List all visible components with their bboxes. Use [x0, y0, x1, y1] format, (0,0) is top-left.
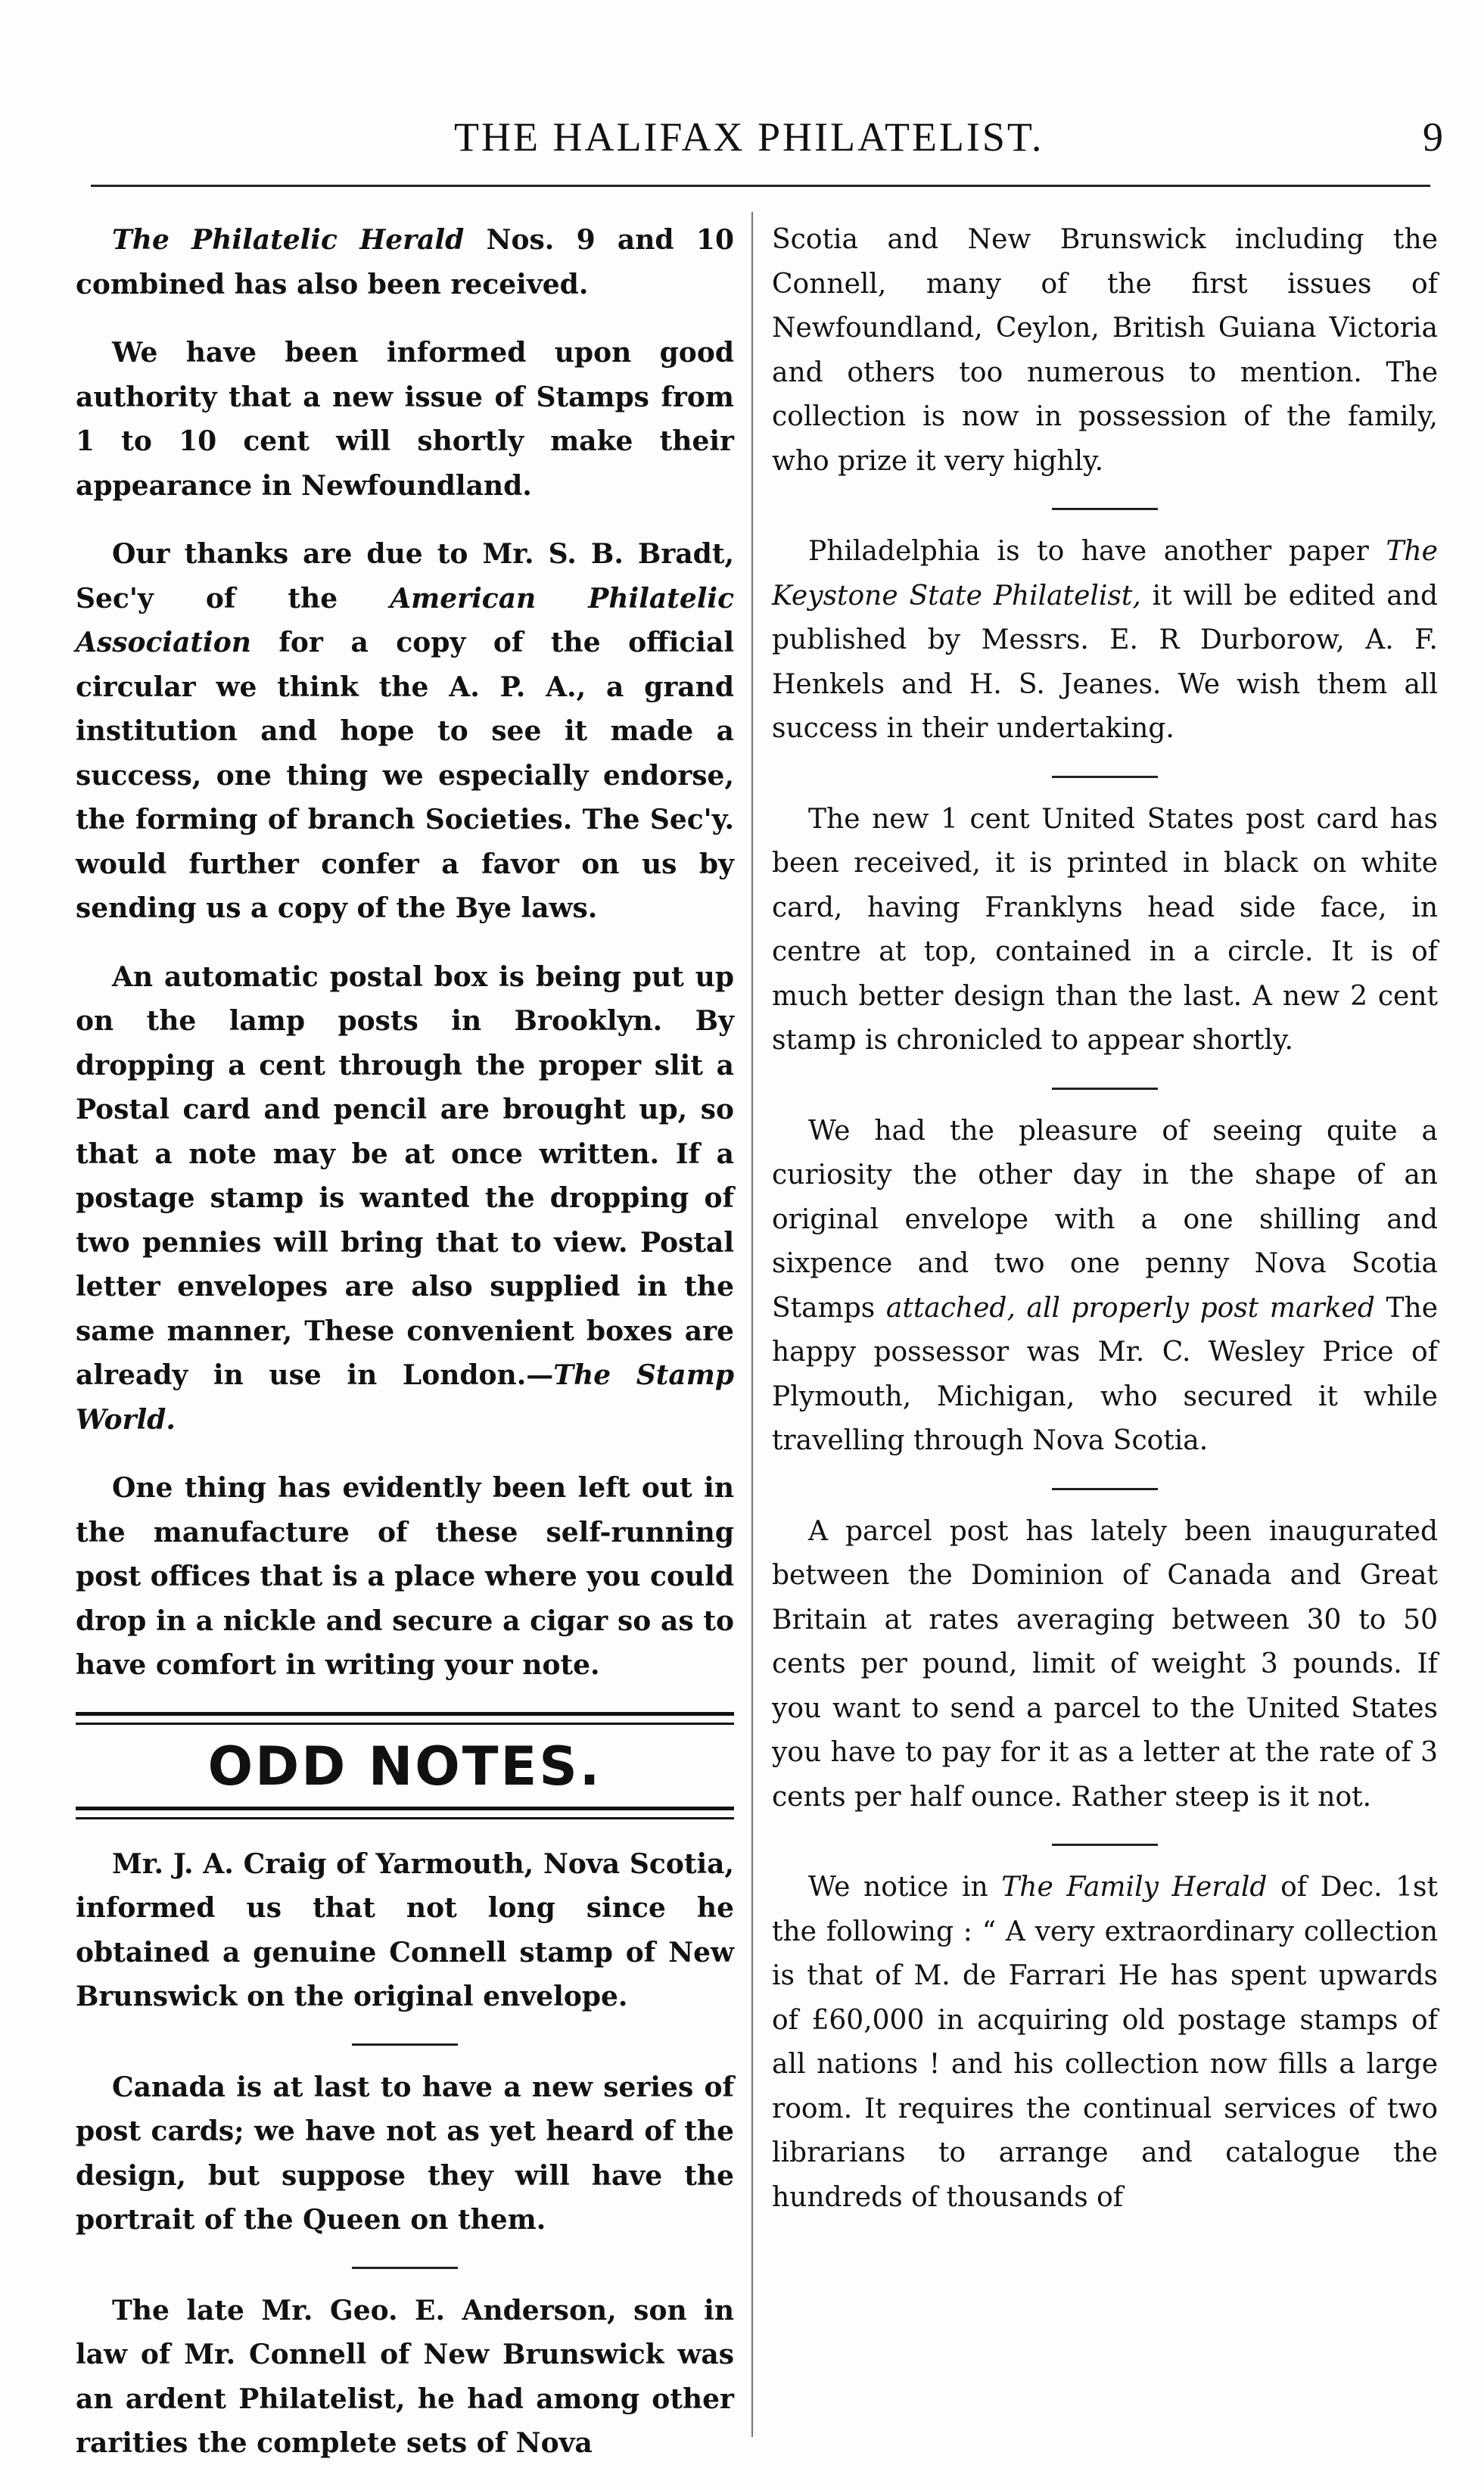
paragraph-keystone: Philadelphia is to have another paper The Keystone State Philatelist, it will be edited and published by Messrs. E. R Durborow, A. F. Henkels and H. S. Jeanes. We wish them all success in their undertaking. [772, 536, 1438, 744]
paragraph-post-offices: One thing has evidently been left out in the manufacture of these self-running post offices that is a place where you could drop in a nickle and secure a cigar so as to have comfort in writing your note. [76, 1472, 734, 1681]
left-column [76, 218, 734, 2490]
herald-title: The Philatelic Herald [112, 224, 465, 256]
paragraph-us-post-card: The new 1 cent United States post card has been received, it is printed in black on white card, having Franklyns head side face, in centre at top, contained in a circle. It is of much better design than the last. A new 2 cent stamp is chronicled to appear shortly. [772, 803, 1438, 1056]
paragraph-anderson: The late Mr. Geo. E. Anderson, son in law of Mr. Connell of New Brunswick was an ardent Philatelist, he had among other rarities the complete sets of Nova [76, 2294, 734, 2459]
right-column [772, 218, 1438, 2244]
paragraph-herald: The Philatelic Herald Nos. 9 and 10 combined has also been received. [76, 224, 735, 300]
heading-rule-top [76, 1712, 734, 1725]
separator [352, 2267, 458, 2269]
separator [1052, 1088, 1158, 1090]
publication-title: THE HALIFAX PHILATELIST. [454, 114, 1044, 160]
separator [1052, 776, 1158, 778]
section-heading: ODD NOTES. [207, 1735, 602, 1797]
header-rule [91, 185, 1430, 187]
separator [1052, 1844, 1158, 1846]
separator [1052, 1488, 1158, 1490]
page-header [0, 114, 1484, 167]
paragraph-post-cards: Canada is at last to have a new series of post cards; we have not as yet heard of the design, but suppose they will have the portrait of the Queen on them. [76, 2071, 734, 2236]
paragraph-apa-thanks: Our thanks are due to Mr. S. B. Bradt, Sec'y of the American Philatelic Association for a copy of the official circular we think the A. P. A., a grand institution and hope to see it made a success, one thing we especially endorse, the forming of branch Societies. The Sec'y. would further confer a favor on us by sending us a copy of the Bye laws. [76, 538, 734, 924]
paragraph-de-farrari: We notice in The Family Herald of Dec. 1st the following : “ A very extraordinary collection is that of M. de Farrari He has spent upwards of £60,000 in acquiring old postage stamps of all nations ! and his collection now fills a large room. It requires the continual services of two librarians to arrange and catalogue the hundreds of thousands of [772, 1872, 1438, 2213]
paragraph-parcel-post: A parcel post has lately been inaugurated between the Dominion of Canada and Great Britain at rates averaging between 30 to 50 cents per pound, limit of weight 3 pounds. If you want to send a parcel to the United States you have to pay for it as a letter at the rate of 3 cents per half ounce. Rather steep is it not. [772, 1515, 1438, 1813]
odd-notes-heading-block [76, 1712, 734, 1819]
separator [352, 2043, 458, 2046]
paragraph-newfoundland-issue: We have been informed upon good authority that a new issue of Stamps from 1 to 10 cent will shortly make their appearance in Newfoundland. [76, 337, 734, 502]
paragraph-anderson-continued: Scotia and New Brunswick including the Connell, many of the first issues of Newfoundland, Ceylon, British Guiana Victoria and others too numerous to mention. The collection is now in possession of the family, who prize it very highly. [772, 224, 1438, 477]
paragraph-craig: Mr. J. A. Craig of Yarmouth, Nova Scotia, informed us that not long since he obtained a genuine Connell stamp of New Brunswick on the original envelope. [76, 1847, 734, 2012]
heading-rule-bottom [76, 1807, 734, 1819]
column-divider [751, 212, 753, 2437]
paragraph-envelope-curiosity: We had the pleasure of seeing quite a curiosity the other day in the shape of an original envelope with a one shilling and sixpence and two one penny Nova Scotia Stamps attached, all properly post marked The happy possessor was Mr. C. Wesley Price of Plymouth, Michigan, who secured it while travelling through Nova Scotia. [772, 1115, 1439, 1456]
paragraph-postal-box: An automatic postal box is being put up on the lamp posts in Brooklyn. By dropping a cent through the proper slit a Postal card and pencil are brought up, so that a note may be at once written. If a postage stamp is wanted the dropping of two pennies will bring that to view. Postal letter envelopes are also supplied in the same manner, These convenient boxes are already in use in London.—The Stamp World. [76, 960, 735, 1436]
page-number: 9 [1423, 114, 1443, 160]
separator [1052, 508, 1158, 510]
